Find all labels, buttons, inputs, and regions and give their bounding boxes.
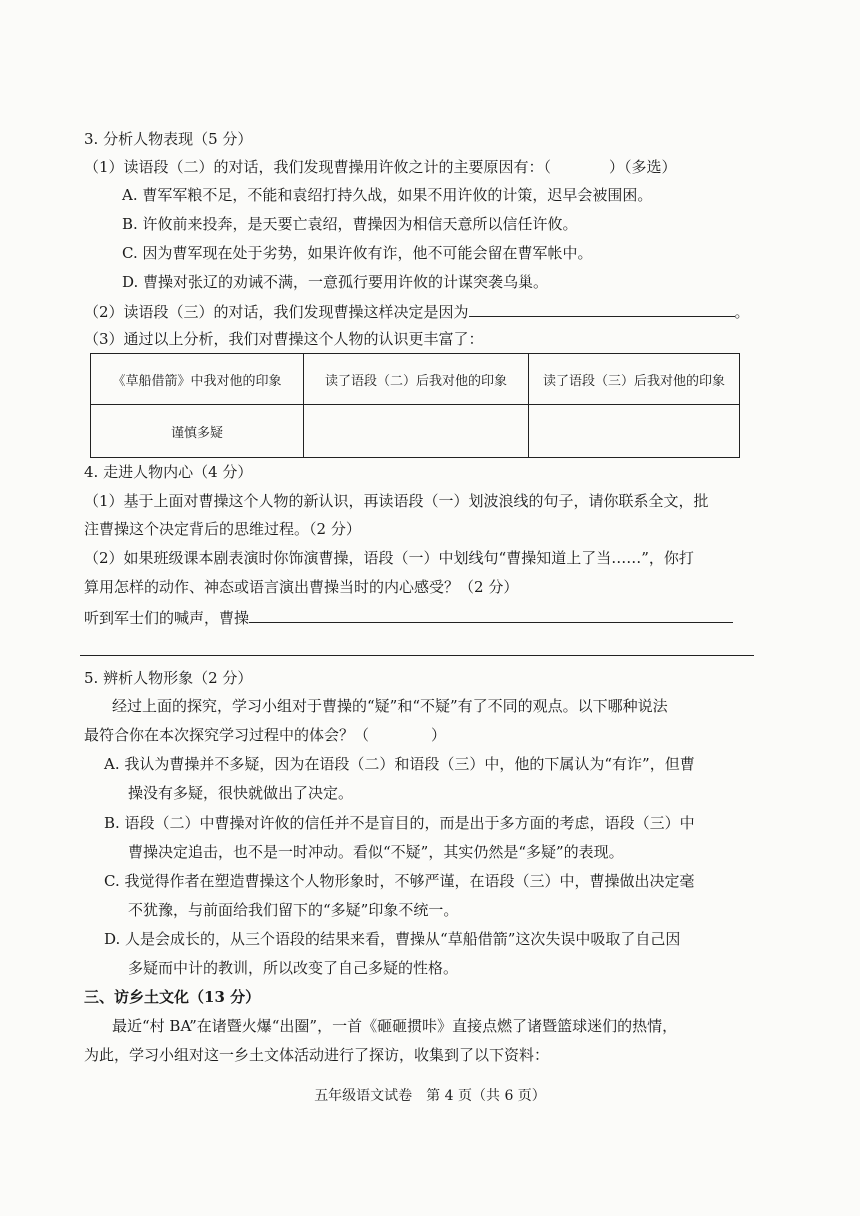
q3-sub1-stem-a: （1）读语段（二）的对话，我们发现曹操用许攸之计的主要原因有：（ [84,158,552,176]
q5-option-a-line2: 操没有多疑，很快就做出了决定。 [128,784,354,802]
impression-table [90,353,740,458]
q5-option-c-line2: 不犹豫，与前面给我们留下的“多疑”印象不统一。 [128,901,459,919]
q3-sub2-end: 。 [734,303,750,321]
table-header-row [91,354,740,405]
table-header-cell: 《草船借箭》中我对他的印象 [91,354,304,405]
q4-sub2-line1: （2）如果班级课本剧表演时你饰演曹操，语段（一）中划线句“曹操知道上了当……”，你打 [84,549,694,567]
q5-title: 5. 辨析人物形象（2 分） [84,669,253,687]
q5-option-b-line1: B. 语段（二）中曹操对许攸的信任并不是盲目的，而是出于多方面的考虑，语段（三）中 [104,814,695,832]
q5-option-c-line1: C. 我觉得作者在塑造曹操这个人物形象时，不够严谨，在语段（三）中，曹操做出决定毫 [104,872,695,890]
q3-sub2 [84,300,750,323]
q4-answer-blank[interactable] [249,606,733,623]
q3-option-d: D. 曹操对张辽的劝诫不满，一意孤行要用许攸的计谋突袭乌巢。 [122,273,549,291]
q5-intro-close: ） [431,726,447,744]
table-header-cell: 读了语段（二）后我对他的印象 [304,354,529,405]
q4-sub1-line1: （1）基于上面对曹操这个人物的新认识，再读语段（一）划波浪线的句子，请你联系全文，批 [84,492,709,510]
table-header-cell: 读了语段（三）后我对他的印象 [529,354,740,405]
table-answer-cell[interactable] [529,405,740,458]
table-answer-cell[interactable] [304,405,529,458]
section3-para-line2: 为此，学习小组对这一乡土文体活动进行了探访，收集到了以下资料： [84,1046,550,1064]
q3-sub2-text: （2）读语段（三）的对话，我们发现曹操这样决定是因为 [84,303,469,321]
q4-title: 4. 走进人物内心（4 分） [84,463,253,481]
q5-option-d-line1: D. 人是会成长的，从三个语段的结果来看，曹操从“草船借箭”这次失误中吸取了自己因 [104,930,681,948]
section3-para-line1: 最近“村 BA”在诸暨火爆“出圈”，一首《砸砸掼咔》直接点燃了诸暨篮球迷们的热情， [112,1017,678,1035]
q5-intro-text: 最符合你在本次探究学习过程中的体会？（ [84,726,370,744]
q5-option-b-line2: 曹操决定追击，也不是一时冲动。看似“不疑”，其实仍然是“多疑”的表现。 [128,843,624,861]
page-footer: 五年级语文试卷 第 4 页（共 6 页） [314,1088,546,1104]
q4-answer-prefix: 听到军士们的喊声，曹操 [84,609,250,627]
q5-intro-line1: 经过上面的探究，学习小组对于曹操的“疑”和“不疑”有了不同的观点。以下哪种说法 [112,697,668,715]
q3-sub2-answer-blank[interactable] [469,300,735,317]
q5-option-a-line1: A. 我认为曹操并不多疑，因为在语段（二）和语段（三）中，他的下属认为“有诈”，但曹 [104,755,695,773]
q3-option-b: B. 许攸前来投奔，是天要亡袁绍，曹操因为相信天意所以信任许攸。 [122,215,578,233]
q3-sub1-stem [84,156,677,178]
q3-title: 3. 分析人物表现（5 分） [84,130,253,148]
q4-answer-rule[interactable] [80,655,754,656]
table-cell: 谨慎多疑 [91,405,304,458]
section3-title: 三、访乡土文化（13 分） [84,988,261,1006]
q3-sub3: （3）通过以上分析，我们对曹操这个人物的认识更丰富了： [84,330,484,348]
table-row [91,405,740,458]
q3-sub1-stem-b: ）（多选） [609,158,677,176]
q3-option-a: A. 曹军军粮不足，不能和袁绍打持久战，如果不用许攸的计策，迟早会被围困。 [122,186,653,204]
q4-answer-line [84,606,733,629]
q4-sub2-line2: 算用怎样的动作、神态或语言演出曹操当时的内心感受？（2 分） [84,578,519,596]
q4-sub1-line2: 注曹操这个决定背后的思维过程。（2 分） [84,520,361,538]
q5-intro-line2 [84,724,446,746]
q3-option-c: C. 因为曹军现在处于劣势，如果许攸有诈，他不可能会留在曹军帐中。 [122,244,593,262]
q5-option-d-line2: 多疑而中计的教训，所以改变了自己多疑的性格。 [128,959,459,977]
